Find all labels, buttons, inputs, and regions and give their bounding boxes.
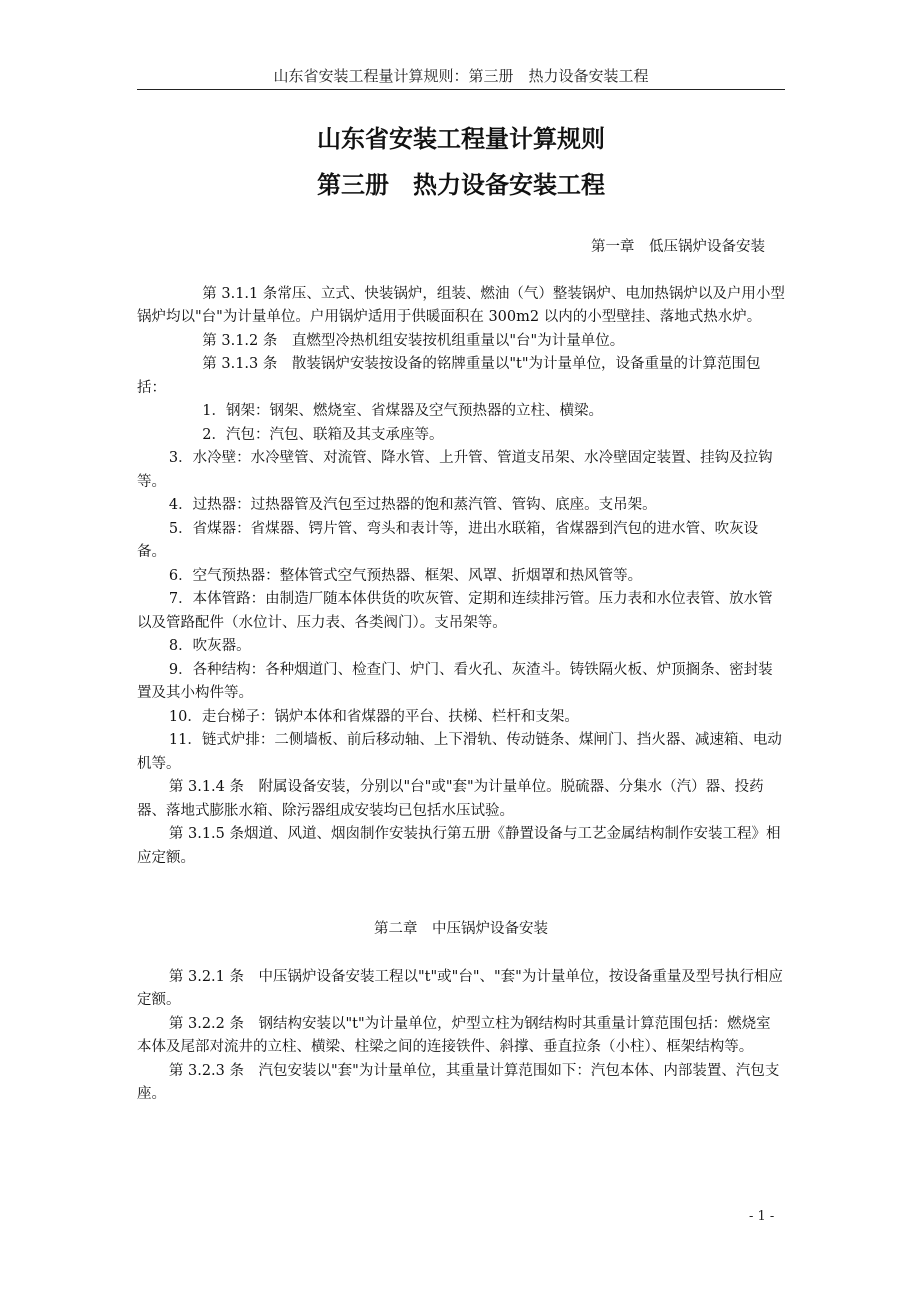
list-item: 6．空气预热器：整体管式空气预热器、框架、风罩、折烟罩和热风管等。 [168,567,643,584]
clause-paragraph: 第 3.2.2 条 钢结构安装以"t"为计量单位，炉型立柱为钢结构时其重量计算范围包括：燃烧室本体及尾部对流井的立柱、横梁、柱梁之间的连接铁件、斜撑、垂直拉条（小柱）、框架结构等。 [137,1015,771,1055]
document-title: 山东省安装工程量计算规则 [317,124,605,153]
clause-paragraph: 第 3.1.1 条常压、立式、快装锅炉，组装、燃油（气）整装锅炉、电加热锅炉以及户用小型锅炉均以"台"为计量单位。户用锅炉适用于供暖面积在 300m2 以内的小型壁挂、落地式热水炉。 [137,285,785,325]
list-item: 3．水冷壁：水冷壁管、对流管、降水管、上升管、管道支吊架、水冷壁固定装置、挂钩及拉钩等。 [137,450,773,490]
clause-paragraph: 第 3.1.5 条烟道、风道、烟囱制作安装执行第五册《静置设备与工艺金属结构制作安装工程》相应定额。 [137,826,781,866]
clause-paragraph: 第 3.1.3 条 散装锅炉安装按设备的铭牌重量以"t"为计量单位，设备重量的计算范围包括： [137,356,761,396]
list-item: 9．各种结构：各种烟道门、检查门、炉门、看火孔、灰渣斗。铸铁隔火板、炉顶搁条、密封装置及其小构件等。 [137,661,773,701]
chapter-heading: 第一章 低压锅炉设备安装 [591,239,765,255]
list-item: 11．链式炉排：二侧墙板、前后移动轴、上下滑轨、传动链条、煤闸门、挡火器、减速箱、电动机等。 [137,732,782,772]
chapter-heading: 第二章 中压锅炉设备安装 [374,921,548,937]
list-item: 2．汽包：汽包、联箱及其支承座等。 [202,426,444,443]
running-header: 山东省安装工程量计算规则：第三册 热力设备安装工程 [273,67,649,85]
volume-title: 第三册 热力设备安装工程 [317,170,605,199]
clause-paragraph: 第 3.2.3 条 汽包安装以"套"为计量单位，其重量计算范围如下：汽包本体、内部装置、汽包支座。 [137,1062,780,1102]
list-item: 7．本体管路：由制造厂随本体供货的吹灰管、定期和连续排污管。压力表和水位表管、放水管以及管路配件（水位计、压力表、各类阀门）。支吊架等。 [137,591,773,631]
document-body [137,236,785,1107]
clause-paragraph: 第 3.1.2 条 直燃型冷热机组安装按机组重量以"台"为计量单位。 [202,332,625,349]
clause-paragraph: 第 3.2.1 条 中压锅炉设备安装工程以"t"或"台"、"套"为计量单位，按设备重量及型号执行相应定额。 [137,968,783,1008]
page-number: - 1 - [749,1209,775,1224]
list-item: 10．走台梯子：锅炉本体和省煤器的平台、扶梯、栏杆和支架。 [168,708,579,725]
list-item: 5．省煤器：省煤器、锷片管、弯头和表计等，进出水联箱，省煤器到汽包的进水管、吹灰设备。 [137,520,759,560]
list-item: 4．过热器：过热器管及汽包至过热器的饱和蒸汽管、管钩、底座。支吊架。 [168,497,657,513]
header-rule [137,89,785,90]
list-item: 8．吹灰器。 [168,638,251,654]
list-item: 1．钢架：钢架、燃烧室、省煤器及空气预热器的立柱、横梁。 [202,403,603,419]
clause-paragraph: 第 3.1.4 条 附属设备安装，分别以"台"或"套"为计量单位。脱硫器、分集水（汽）器、投药器、落地式膨胀水箱、除污器组成安装均已包括水压试验。 [137,779,764,819]
